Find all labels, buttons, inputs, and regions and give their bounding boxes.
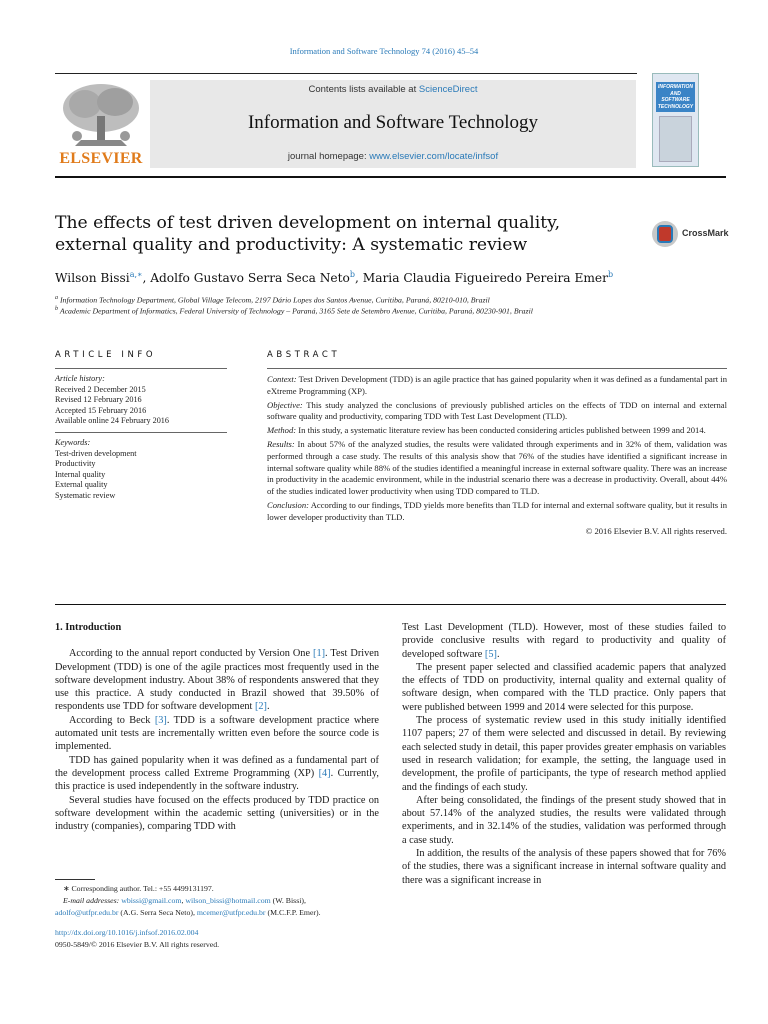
abstract-section — [267, 425, 727, 437]
author-name[interactable]: Maria Claudia Figueiredo Pereira Emer — [362, 271, 608, 286]
bottom-info — [55, 927, 379, 951]
abstract-text: Test Driven Development (TDD) is an agile practice that has gained popularity when it was defined as a fundamental part in eXtreme Programming (XP). — [267, 374, 727, 396]
abstract-text: This study analyzed the conclusions of previously published articles on the effects of TDD on internal and external software quality and productivity, comparing TDD with Test Last Development (TLD). — [267, 399, 727, 422]
abstract-copyright: © 2016 Elsevier B.V. All rights reserved. — [585, 525, 727, 536]
author-name[interactable]: Adolfo Gustavo Serra Seca Neto — [150, 271, 350, 286]
homepage-prefix: journal homepage: — [287, 151, 370, 162]
elsevier-logo — [55, 80, 147, 168]
abstract-label: Objective: — [267, 399, 303, 410]
journal-banner — [150, 80, 636, 168]
email-link[interactable]: wilson_bissi@hotmail.com — [185, 895, 271, 905]
body-rule — [55, 604, 726, 605]
reference-link[interactable]: [1] — [313, 648, 326, 660]
journal-citation[interactable]: Information and Software Technology 74 (2016) 45–54 — [289, 46, 479, 56]
contents-prefix: Contents lists available at — [308, 84, 419, 95]
crossmark-label: CrossMark — [682, 228, 729, 238]
author-sup[interactable]: b — [607, 270, 614, 279]
history-item: Accepted 15 February 2016 — [55, 405, 147, 415]
history-item: Available online 24 February 2016 — [55, 416, 169, 426]
corresponding-author: ∗ Corresponding author. Tel.: +55 4499131197. — [63, 884, 214, 893]
article-title: The effects of test driven development on internal quality, external quality and productivity: A systematic review — [55, 213, 561, 255]
keyword: Systematic review — [55, 490, 116, 500]
affiliation — [55, 306, 725, 316]
reference-link[interactable]: [4] — [318, 767, 331, 779]
author-sup[interactable]: a,∗ — [129, 270, 143, 279]
body-paragraph: The process of systematic review used in this study initially identified 1107 papers; 27 of them were selected and discussed in detail. By reviewing each selected study in detail, this paper provides greater emphasis on variables used in research validation; for example, the setting, the language used in development, the profile of participants, the type of research method applied and the findings of each study. — [402, 715, 726, 793]
abstract-text: In about 57% of the analyzed studies, the results were validated through experiments and in 32% of them, validation was performed through a case study. The results of this analysis show that 76% of the studies have identified a significant increase in internal software quality while 88% of the studies identified a meaningful increase in external software quality. There was an increase in productivity in the academic environment, while in the industrial scenario there was a decrease in productivity. Overall, about 44% of the studies indicated lower productivity when using TDD compared to TLD. — [267, 438, 727, 497]
abstract-text: In this study, a systematic literature review has been conducted considering articles published between 1999 and 2014. — [296, 425, 706, 436]
abstract-heading: ABSTRACT — [267, 350, 341, 360]
affiliation-text: Information Technology Department, Global Village Telecom, 2197 Dário Lopes dos Santos Avenue, Curitiba, Paraná, 80210-010, Brazil — [59, 295, 490, 305]
abstract-body — [267, 374, 727, 539]
affiliation — [55, 295, 725, 305]
article-history — [55, 374, 227, 427]
abstract-section — [267, 374, 727, 398]
body-paragraph: In addition, the results of the analysis of these papers showed that for 76% of the studies, there was a significant increase in internal software quality and there was a significant increase in — [402, 848, 726, 886]
homepage-line — [150, 151, 636, 162]
article-info-divider — [55, 432, 227, 433]
body-left-column — [55, 621, 379, 833]
abstract-rule — [267, 368, 727, 369]
abstract-text: According to our findings, TDD yields more benefits than TLD for internal and external software quality, but it results in lower developer productivity than TLD. — [267, 499, 727, 522]
reference-link[interactable]: [5] — [484, 648, 497, 660]
abstract-label: Results: — [267, 438, 295, 449]
doi-link[interactable]: http://dx.doi.org/10.1016/j.infsof.2016.02.004 — [55, 928, 199, 937]
affiliation-text: Academic Department of Informatics, Federal University of Technology – Paraná, 3165 Sete de Setembro Avenue, Curitiba, Paraná, 80230-901, Brazil — [59, 306, 533, 316]
abstract-section — [267, 400, 727, 424]
header-thick-rule — [55, 176, 726, 178]
history-item: Revised 12 February 2016 — [55, 395, 142, 405]
keyword: Internal quality — [55, 469, 106, 479]
section-heading: 1. Introduction — [55, 622, 122, 633]
reference-link[interactable]: [2] — [254, 701, 267, 713]
journal-cover[interactable] — [652, 73, 699, 167]
history-label: Article history: — [55, 374, 105, 383]
body-paragraph: Test Last Development (TLD). However, most of these studies failed to provide conclusive results with regard to productivity and quality of developed software [5]. — [402, 622, 726, 660]
history-item: Received 2 December 2015 — [55, 384, 146, 394]
reference-link[interactable]: [3] — [154, 714, 167, 726]
keyword: External quality — [55, 480, 108, 490]
keywords — [55, 438, 227, 502]
footnotes — [55, 883, 379, 918]
email-label: E-mail addresses: — [63, 895, 122, 905]
abstract-label: Method: — [267, 425, 297, 436]
crossmark-badge[interactable] — [652, 221, 732, 247]
abstract-label: Context: — [267, 374, 297, 384]
email-line: adolfo@utfpr.edu.br (A.G. Serra Seca Neto), mcemer@utfpr.edu.br (M.C.F.P. Emer). — [55, 907, 321, 917]
body-paragraph: After being consolidated, the findings of the present study showed that in about 57.14% of the analyzed studies, the results were validated through experiments, and in 32.14% of the studies, validation was performed through a case study. — [402, 794, 726, 846]
keyword: Productivity — [55, 459, 96, 469]
abstract-label: Conclusion: — [267, 499, 310, 510]
elsevier-tree-icon — [55, 80, 147, 152]
abstract-section — [267, 439, 727, 498]
body-paragraph: The present paper selected and classified academic papers that analyzed the effects of TDD on productivity, internal quality and external quality of software design, when compared with the TLD practice. Only papers that were published between 1999 and 2014 were selected for this purpose. — [402, 661, 726, 713]
publisher-name: ELSEVIER — [59, 150, 143, 167]
body-paragraph: Several studies have focused on the effects produced by TDD practice on software development within the academic setting (universities) or in the industry (companies), comparing TDD with — [55, 794, 379, 833]
footnote-rule — [55, 879, 95, 880]
contents-line — [150, 84, 636, 95]
email-link[interactable]: adolfo@utfpr.edu.br — [55, 907, 119, 917]
body-right-column — [402, 621, 726, 887]
sciencedirect-link[interactable]: ScienceDirect — [418, 84, 478, 95]
header-rule — [55, 73, 637, 74]
body-paragraph: According to Beck [3]. TDD is a software development practice where automated unit tests are incrementally written even before the source code is implemented. — [55, 714, 379, 753]
issn-line: 0950-5849/© 2016 Elsevier B.V. All rights reserved. — [55, 939, 220, 949]
journal-homepage-link[interactable]: www.elsevier.com/locate/infsof — [369, 151, 499, 162]
journal-title: Information and Software Technology — [247, 112, 539, 133]
keyword: Test-driven development — [55, 448, 137, 458]
affiliation-sup: b — [55, 306, 58, 312]
affiliation-sup: a — [55, 295, 58, 301]
body-paragraph: TDD has gained popularity when it was defined as a fundamental part of the development process called Extreme Programming (XP) [4]. Currently, this practice is used independently in the software industry. — [55, 754, 379, 793]
author-name[interactable]: Wilson Bissi — [55, 271, 130, 286]
crossmark-icon — [652, 221, 678, 247]
body-paragraph: According to the annual report conducted by Version One [1]. Test Driven Development (TDD) is one of the agile practices most frequently used in the software development industry. About 38% of respondents answered that they use this practice. A study conducted in Brazil showed that 39.50% of respondents use TDD for software development [2]. — [55, 648, 379, 713]
email-line: E-mail addresses: wbissi@gmail.com, wilson_bissi@hotmail.com (W. Bissi), — [63, 895, 306, 905]
author-list: Wilson Bissi$^{a,∗}$, Adolfo Gustavo Serra Seca Neto$^b$, Maria Claudia Figueiredo Pereira Emer$^b$ — [55, 270, 614, 286]
author-sup[interactable]: b — [349, 270, 355, 279]
cover-title: INFORMATION AND SOFTWARE TECHNOLOGY — [656, 82, 695, 112]
cover-image — [659, 116, 692, 162]
email-link[interactable]: mcemer@utfpr.edu.br — [196, 907, 266, 917]
article-info-heading: ARTICLE INFO — [55, 350, 157, 360]
email-link[interactable]: wbissi@gmail.com — [121, 895, 182, 905]
keywords-label: Keywords: — [55, 438, 91, 447]
abstract-section — [267, 500, 727, 524]
article-info-rule — [55, 368, 227, 369]
